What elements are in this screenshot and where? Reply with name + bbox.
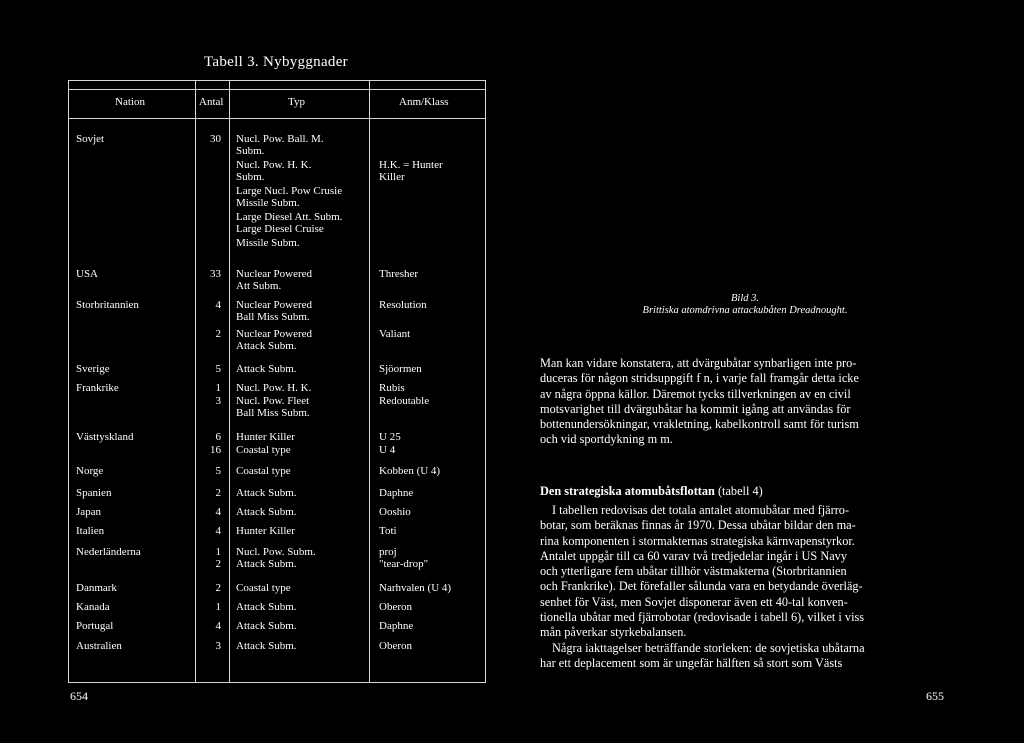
cell-typ: Attack Subm.	[236, 558, 297, 570]
cell-anm: proj	[379, 546, 397, 558]
table-header-rule-top	[69, 89, 485, 90]
cell-anm: Redoutable	[379, 395, 430, 407]
cell-anm: Oberon	[379, 640, 412, 652]
cell-antal: 2	[215, 582, 221, 594]
figure-caption-label: Bild 3.	[731, 293, 759, 304]
cell-typ: Nucl. Pow. H. K.	[236, 159, 312, 171]
column-header-antal: Antal	[199, 96, 224, 108]
text-line: senhet för Väst, men Sovjet disponerar även ett 40-tal konven-	[540, 594, 848, 609]
cell-anm: Ooshio	[379, 506, 411, 518]
figure-caption-text: Brittiska atomdrivna attackubåten Dreadnought.	[642, 305, 848, 316]
text-line: och Frankrike). Det förefaller sålunda vara en betydande överläg-	[540, 579, 863, 594]
text-line: och vid sportdykning m m.	[540, 432, 673, 447]
column-header-typ: Typ	[288, 96, 305, 108]
cell-anm: "tear-drop"	[379, 558, 429, 570]
cell-antal: 5	[215, 363, 221, 375]
cell-antal: 2	[215, 558, 221, 570]
cell-typ: Nucl. Pow. H. K.	[236, 382, 312, 394]
text-line: motsvarighet till dvärgubåtar ha kommit igång att användas för	[540, 401, 851, 416]
cell-typ: Nucl. Pow. Subm.	[236, 546, 316, 558]
left-page-number: 654	[70, 689, 88, 703]
cell-nation: Spanien	[76, 487, 112, 499]
submarine-table	[68, 80, 486, 683]
cell-nation: Kanada	[76, 601, 110, 613]
section-heading-ref: (tabell 4)	[714, 484, 763, 498]
text-line: mån påverkar styrkebalansen.	[540, 625, 687, 640]
cell-nation: Italien	[76, 525, 105, 537]
cell-typ: Nuclear Powered	[236, 299, 313, 311]
cell-typ: Coastal type	[236, 582, 291, 594]
cell-nation: Australien	[76, 640, 122, 652]
cell-antal: 33	[210, 268, 221, 280]
text-line: har ett deplacement som är ungefär hälften så stort som Västs	[540, 655, 843, 670]
cell-antal: 4	[215, 525, 221, 537]
cell-antal: 1	[215, 382, 221, 394]
cell-anm: Oberon	[379, 601, 412, 613]
cell-typ: Attack Subm.	[236, 640, 297, 652]
cell-typ: Missile Subm.	[236, 197, 300, 209]
cell-typ: Nuclear Powered	[236, 328, 313, 340]
text-line: Antalet uppgår till ca 60 varav två tredjedelar ingår i US Navy	[540, 548, 847, 563]
cell-nation: Storbritannien	[76, 299, 139, 311]
cell-nation: Sverige	[76, 363, 110, 375]
text-line: tionella ubåtar med fjärrobotar (redovisade i tabell 6), vilket i viss	[540, 610, 865, 625]
text-line: Några iakttagelser beträffande storleken: de sovjetiska ubåtarna	[552, 640, 865, 655]
cell-typ: Ball Miss Subm.	[236, 311, 310, 323]
cell-nation: Frankrike	[76, 382, 119, 394]
cell-anm: Killer	[379, 171, 405, 183]
section-heading	[540, 484, 980, 499]
cell-typ: Attack Subm.	[236, 363, 297, 375]
cell-anm: H.K. = Hunter	[379, 159, 443, 171]
figure-caption	[620, 293, 870, 317]
cell-typ: Attack Subm.	[236, 340, 297, 352]
text-line: duceras för någon stridsuppgift f n, i varje fall framgår detta icke	[540, 371, 859, 386]
cell-antal: 30	[210, 133, 221, 145]
cell-antal: 5	[215, 465, 221, 477]
cell-anm: Sjöormen	[379, 363, 422, 375]
cell-antal: 16	[210, 444, 221, 456]
cell-typ: Nuclear Powered	[236, 268, 313, 280]
cell-typ: Attack Subm.	[236, 601, 297, 613]
text-line: Man kan vidare konstatera, att dvärgubåtar synbarligen inte pro-	[540, 356, 857, 370]
cell-antal: 1	[215, 601, 221, 613]
text-line: och ytterligare fem ubåtar tillhör västmakterna (Storbritannien	[540, 564, 847, 579]
table-title: Tabell 3. Nybyggnader	[204, 54, 348, 70]
cell-nation: Västtyskland	[76, 431, 134, 443]
cell-typ: Large Diesel Att. Subm.	[236, 211, 343, 223]
cell-typ: Attack Subm.	[236, 620, 297, 632]
cell-antal: 1	[215, 546, 221, 558]
cell-nation: Portugal	[76, 620, 114, 632]
cell-typ: Nucl. Pow. Ball. M.	[236, 133, 324, 145]
cell-anm: U 4	[379, 444, 396, 456]
cell-antal: 2	[215, 487, 221, 499]
text-line: I tabellen redovisas det totala antalet atomubåtar med fjärro-	[552, 503, 850, 517]
cell-anm: Daphne	[379, 620, 414, 632]
cell-anm: Valiant	[379, 328, 411, 340]
cell-anm: Toti	[379, 525, 397, 537]
cell-typ: Large Diesel Cruise	[236, 223, 324, 235]
column-header-anm-klass: Anm/Klass	[399, 96, 449, 108]
cell-nation: Nederländerna	[76, 546, 141, 558]
cell-typ: Subm.	[236, 171, 265, 183]
cell-antal: 4	[215, 620, 221, 632]
cell-nation: Norge	[76, 465, 104, 477]
cell-anm: Resolution	[379, 299, 427, 311]
cell-anm: U 25	[379, 431, 401, 443]
cell-antal: 6	[215, 431, 221, 443]
cell-anm: Narhvalen (U 4)	[379, 582, 452, 594]
cell-nation: USA	[76, 268, 99, 280]
table-divider	[369, 81, 370, 682]
paragraph-strategic-fleet	[540, 503, 980, 671]
paragraph-dwarf-submarines	[540, 356, 980, 448]
table-divider	[229, 81, 230, 682]
table-header-rule-bottom	[69, 118, 485, 119]
cell-typ: Coastal type	[236, 465, 291, 477]
cell-typ: Attack Subm.	[236, 487, 297, 499]
cell-antal: 4	[215, 299, 221, 311]
text-line: bottenundersökningar, vrakletning, kabelkontroll samt för turism	[540, 417, 859, 432]
cell-nation: Japan	[76, 506, 102, 518]
cell-typ: Nucl. Pow. Fleet	[236, 395, 310, 407]
section-heading-title: Den strategiska atomubåtsflottan	[540, 484, 715, 498]
cell-typ: Large Nucl. Pow Crusie	[236, 185, 343, 197]
cell-antal: 2	[215, 328, 221, 340]
text-line: av några öppna källor. Däremot tycks tillverkningen av en civil	[540, 386, 851, 401]
right-page-number: 655	[926, 689, 944, 703]
cell-typ: Subm.	[236, 145, 265, 157]
cell-anm: Kobben (U 4)	[379, 465, 441, 477]
cell-nation: Danmark	[76, 582, 117, 594]
cell-typ: Attack Subm.	[236, 506, 297, 518]
cell-typ: Missile Subm.	[236, 237, 300, 249]
cell-nation: Sovjet	[76, 133, 105, 145]
cell-antal: 3	[215, 640, 221, 652]
text-line: rina komponenten i stormakternas strategiska kärnvapenstyrkor.	[540, 533, 855, 548]
column-header-nation: Nation	[115, 96, 145, 108]
cell-antal: 3	[215, 395, 221, 407]
cell-antal: 4	[215, 506, 221, 518]
cell-anm: Rubis	[379, 382, 405, 394]
text-line: botar, som beräknas finnas år 1970. Dessa ubåtar bildar den ma-	[540, 518, 856, 533]
cell-typ: Coastal type	[236, 444, 291, 456]
table-divider	[195, 81, 196, 682]
cell-anm: Thresher	[379, 268, 419, 280]
cell-typ: Hunter Killer	[236, 525, 295, 537]
cell-typ: Hunter Killer	[236, 431, 295, 443]
cell-typ: Att Subm.	[236, 280, 282, 292]
cell-anm: Daphne	[379, 487, 414, 499]
cell-typ: Ball Miss Subm.	[236, 407, 310, 419]
